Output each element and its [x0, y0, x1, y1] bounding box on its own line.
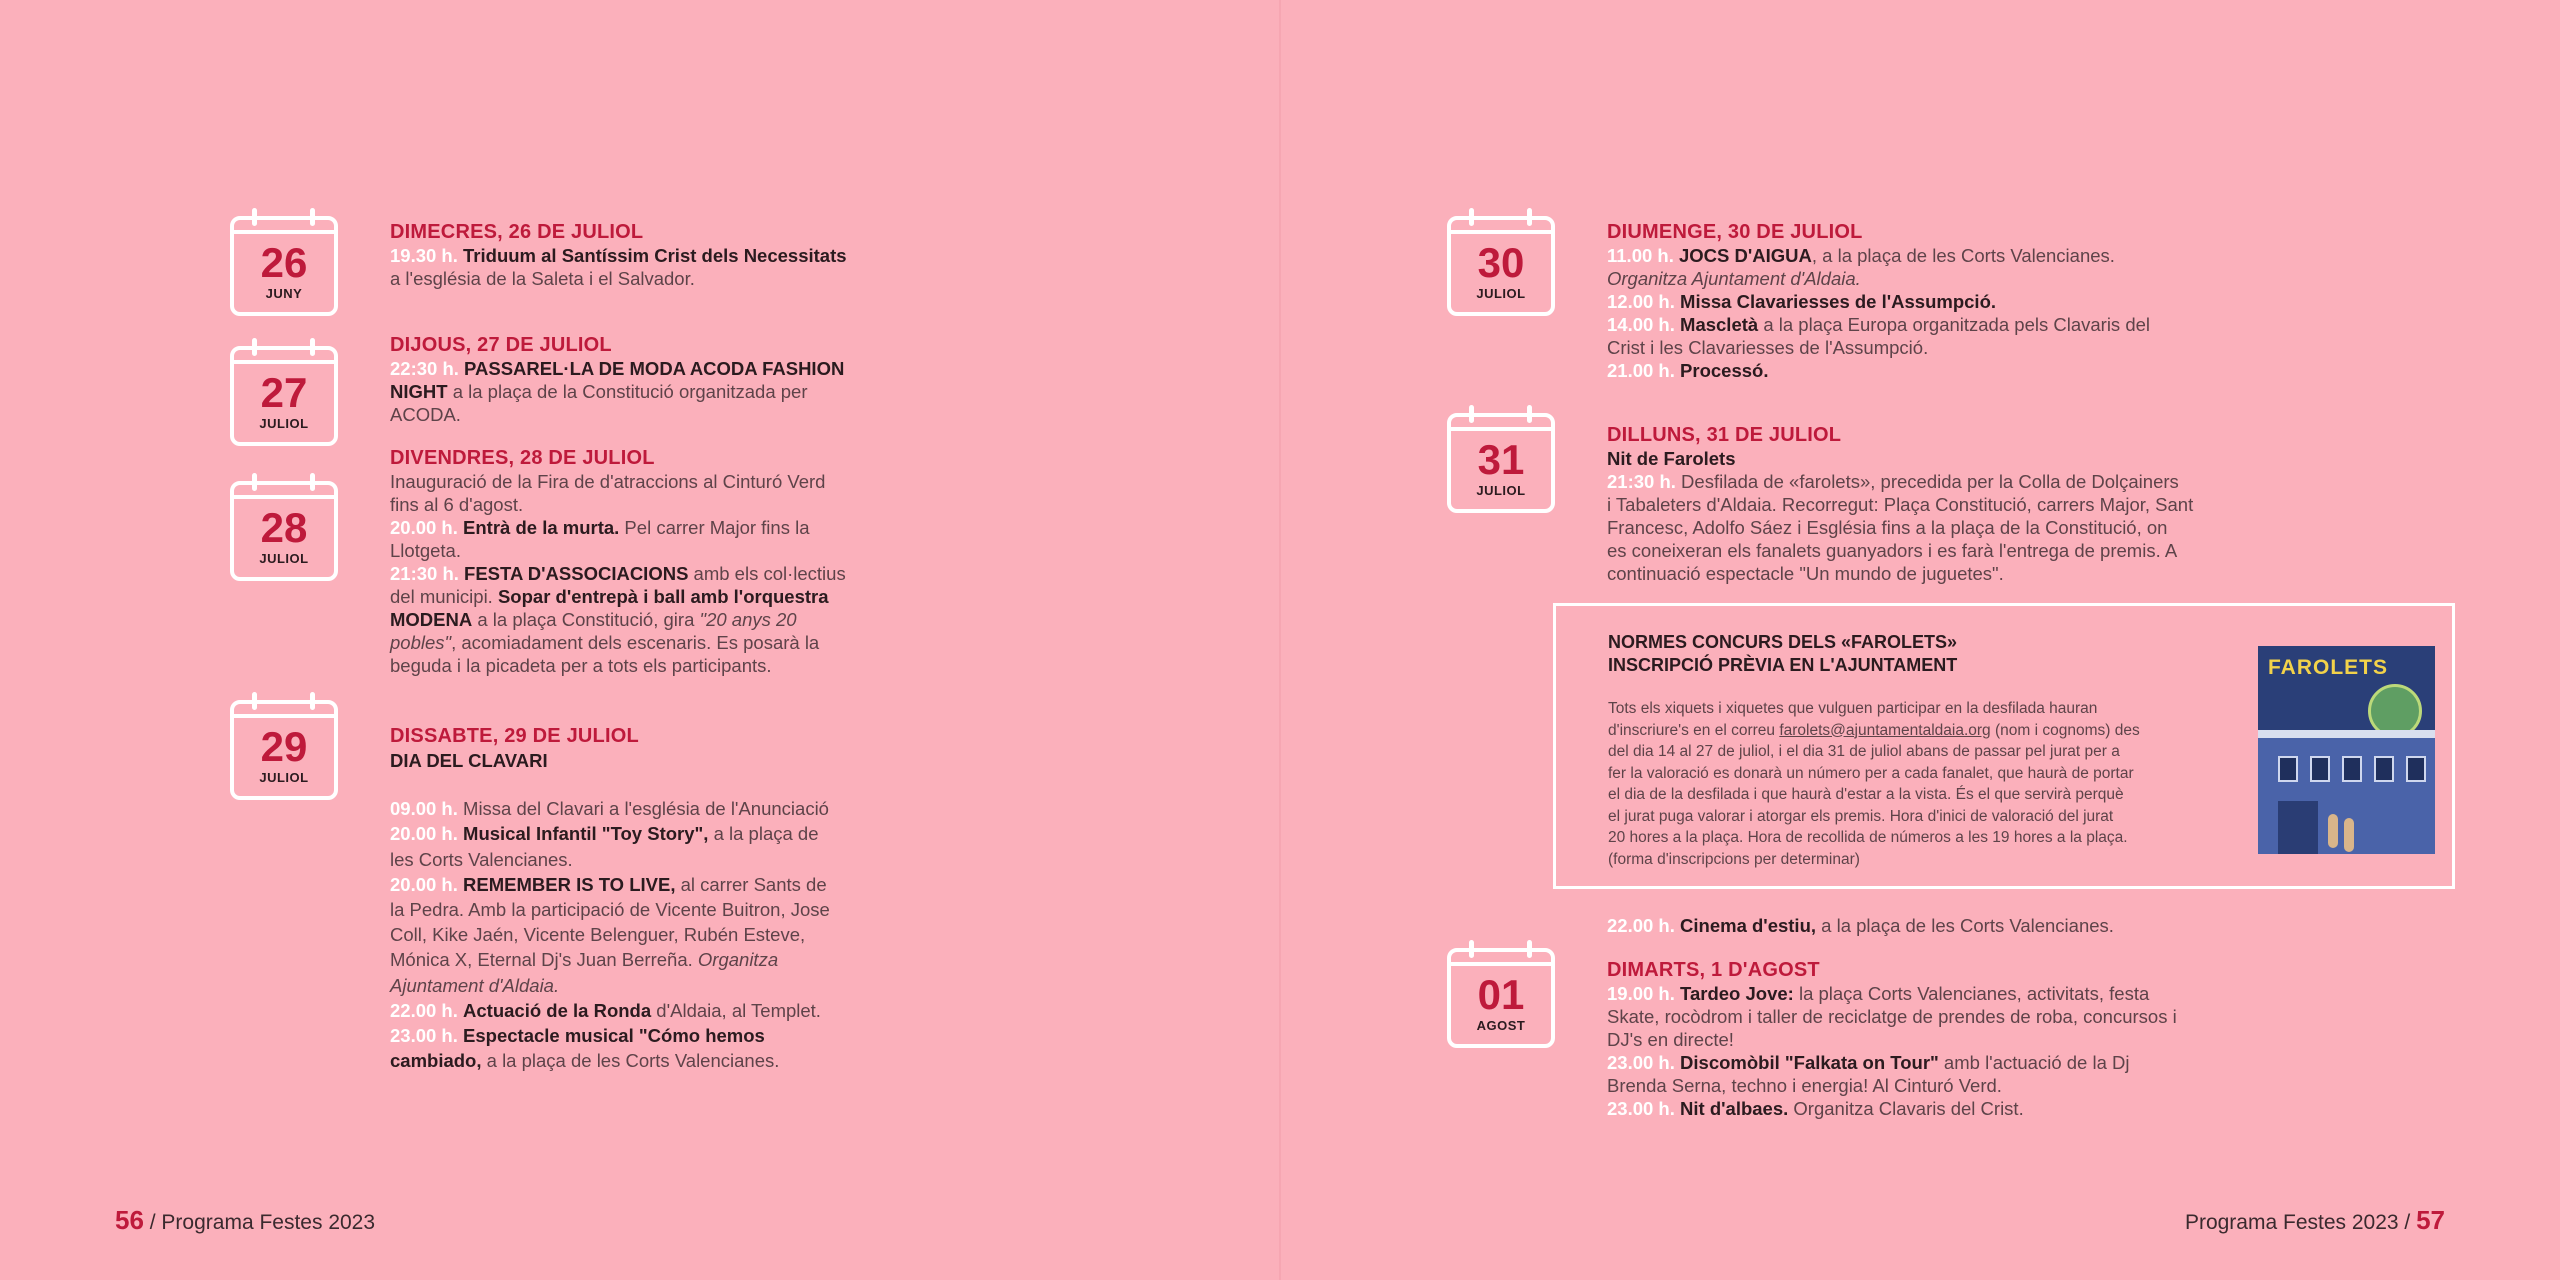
calendar-icon: [230, 692, 338, 796]
calendar-day: 30: [1477, 239, 1525, 286]
schedule-entry: DISSABTE, 29 DE JULIOL DIA DEL CLAVARI 09.00 h. Missa del Clavari a l'església de l'Anunciació 20.00 h. Musical Infantil "Toy Story", a la plaça de les Corts Valencianes. 20.00 h. REMEMBER IS TO LIVE, al carrer Sants de la Pedra. Amb la participació de Vicente Buitron, Jose Coll, Kike Jaén, Vicente Belenguer, Rubén Esteve, Mónica X, Eternal Dj's Juan Berreña. Organitza Ajuntament d'Aldaia. 22.00 h. Actuació de la Ronda d'Aldaia, al Templet. 23.00 h. Espectacle musical "Cómo hemos cambiado, a la plaça de les Corts Valencianes.: [390, 724, 870, 1073]
day-heading: DISSABTE, 29 DE JULIOL: [390, 725, 639, 747]
calendar-icon: [230, 208, 338, 312]
farolets-poster-image: [2258, 646, 2435, 854]
calendar-month: JUNY: [265, 286, 303, 301]
calendar-icon: [230, 473, 338, 577]
rules-title: NORMES CONCURS DELS «FAROLETS» INSCRIPCIÓ PRÈVIA EN L'AJUNTAMENT: [1608, 632, 1958, 675]
calendar-month: JULIOL: [259, 551, 309, 566]
email-link[interactable]: farolets@ajuntamentaldaia.org: [1779, 721, 1991, 739]
calendar-month: JULIOL: [1476, 286, 1526, 301]
day-heading: DIMECRES, 26 DE JULIOL: [390, 221, 644, 243]
calendar-month: JULIOL: [259, 416, 309, 431]
day-heading: DIJOUS, 27 DE JULIOL: [390, 334, 612, 356]
day-heading: DIVENDRES, 28 DE JULIOL: [390, 447, 655, 469]
calendar-day: 01: [1477, 971, 1525, 1018]
calendar-day: 28: [260, 504, 308, 551]
rules-text: Tots els xiquets i xiquetes que vulguen participar en la desfilada hauran d'inscriure's en el correu farolets@ajuntamentaldaia.org (nom i cognoms) des del dia 14 al 27 de juliol, i el dia 31 de juliol abans de passar pel jurat per a fer la valoració es donarà un número per a cada fanalet, que haurà de portar el dia de la desfilada i que haurà d'estar a la vista. És el que servirà perquè el jurat puga valorar i atorgar els premis. Hora d'inici de valoració del jurat 20 hores a la plaça. Hora de recollida de números a les 19 hores a la plaça. (forma d'inscripcions per determinar): [1608, 700, 2140, 868]
schedule-entry: DIMARTS, 1 D'AGOST 19.00 h. Tardeo Jove: la plaça Corts Valencianes, activitats, festa Skate, rocòdrom i taller de reciclatge de prendes de roba, concursos i DJ's en directe! 23.00 h. Discomòbil "Falkata on Tour" amb l'actuació de la Dj Brenda Serna, techno i energia! Al Cinturó Verd. 23.00 h. Nit d'albaes. Organitza Clavaris del Crist.: [1607, 958, 2247, 1120]
poster-title: FAROLETS: [2268, 656, 2389, 679]
schedule-entry: DIMECRES, 26 DE JULIOL 19.30 h. Triduum al Santíssim Crist dels Necessitats a l'església de la Saleta i el Salvador.: [390, 220, 870, 290]
calendar-day: 31: [1477, 436, 1525, 483]
calendar-icon: [1447, 208, 1555, 312]
calendar-day: 29: [260, 723, 308, 770]
day-heading: DILLUNS, 31 DE JULIOL: [1607, 424, 1842, 446]
calendar-icon: [230, 338, 338, 442]
calendar-month: JULIOL: [1476, 483, 1526, 498]
day-subheading: DIA DEL CLAVARI: [390, 750, 548, 771]
page-number: 57: [2416, 1205, 2445, 1235]
calendar-icon: [1447, 405, 1555, 509]
schedule-entry: DILLUNS, 31 DE JULIOL Nit de Farolets 21:30 h. Desfilada de «farolets», precedida per la Colla de Dolçainers i Tabaleters d'Aldaia. Recorregut: Plaça Constitució, carrers Major, Sant Francesc, Adolfo Sáez i Església fins a la plaça de la Constitució, on es coneixeran els fanalets guanyadors i es farà l'entrega de premis. A continuació espectacle "Un mundo de juguetes".: [1607, 423, 2247, 585]
calendar-month: AGOST: [1476, 1018, 1526, 1033]
day-subheading: Nit de Farolets: [1607, 448, 1736, 469]
page-number: 56: [115, 1205, 144, 1235]
schedule-entry: DIUMENGE, 30 DE JULIOL 11.00 h. JOCS D'AIGUA, a la plaça de les Corts Valencianes. Organitza Ajuntament d'Aldaia. 12.00 h. Missa Clavariesses de l'Assumpció. 14.00 h. Mascletà a la plaça Europa organitzada pels Clavaris del Crist i les Clavariesses de l'Assumpció. 21.00 h. Processó.: [1607, 220, 2227, 382]
day-heading: DIMARTS, 1 D'AGOST: [1607, 959, 1820, 981]
schedule-entry: DIVENDRES, 28 DE JULIOL Inauguració de la Fira de d'atraccions al Cinturó Verd fins al 6 d'agost. 20.00 h. Entrà de la murta. Pel carrer Major fins la Llotgeta. 21:30 h. FESTA D'ASSOCIACIONS amb els col·lectius del municipi. Sopar d'entrepà i ball amb l'orquestra MODENA a la plaça Constitució, gira "20 anys 20 pobles", acomiadament dels escenaris. Es posarà la beguda i la picadeta per a tots els participants.: [390, 446, 870, 677]
calendar-day: 26: [260, 239, 308, 286]
day-heading: DIUMENGE, 30 DE JULIOL: [1607, 221, 1863, 243]
calendar-month: JULIOL: [259, 770, 309, 785]
calendar-day: 27: [260, 369, 308, 416]
calendar-icon: [1447, 940, 1555, 1044]
page-footer: 56 / Programa Festes 2023: [115, 1205, 376, 1235]
schedule-entry: DIJOUS, 27 DE JULIOL 22:30 h. PASSAREL·LA DE MODA ACODA FASHION NIGHT a la plaça de la Constitució organitzada per ACODA.: [390, 333, 870, 426]
page-footer: Programa Festes 2023 / 57: [2184, 1205, 2445, 1235]
schedule-line: 22.00 h. Cinema d'estiu, a la plaça de les Corts Valencianes.: [1607, 915, 2114, 936]
